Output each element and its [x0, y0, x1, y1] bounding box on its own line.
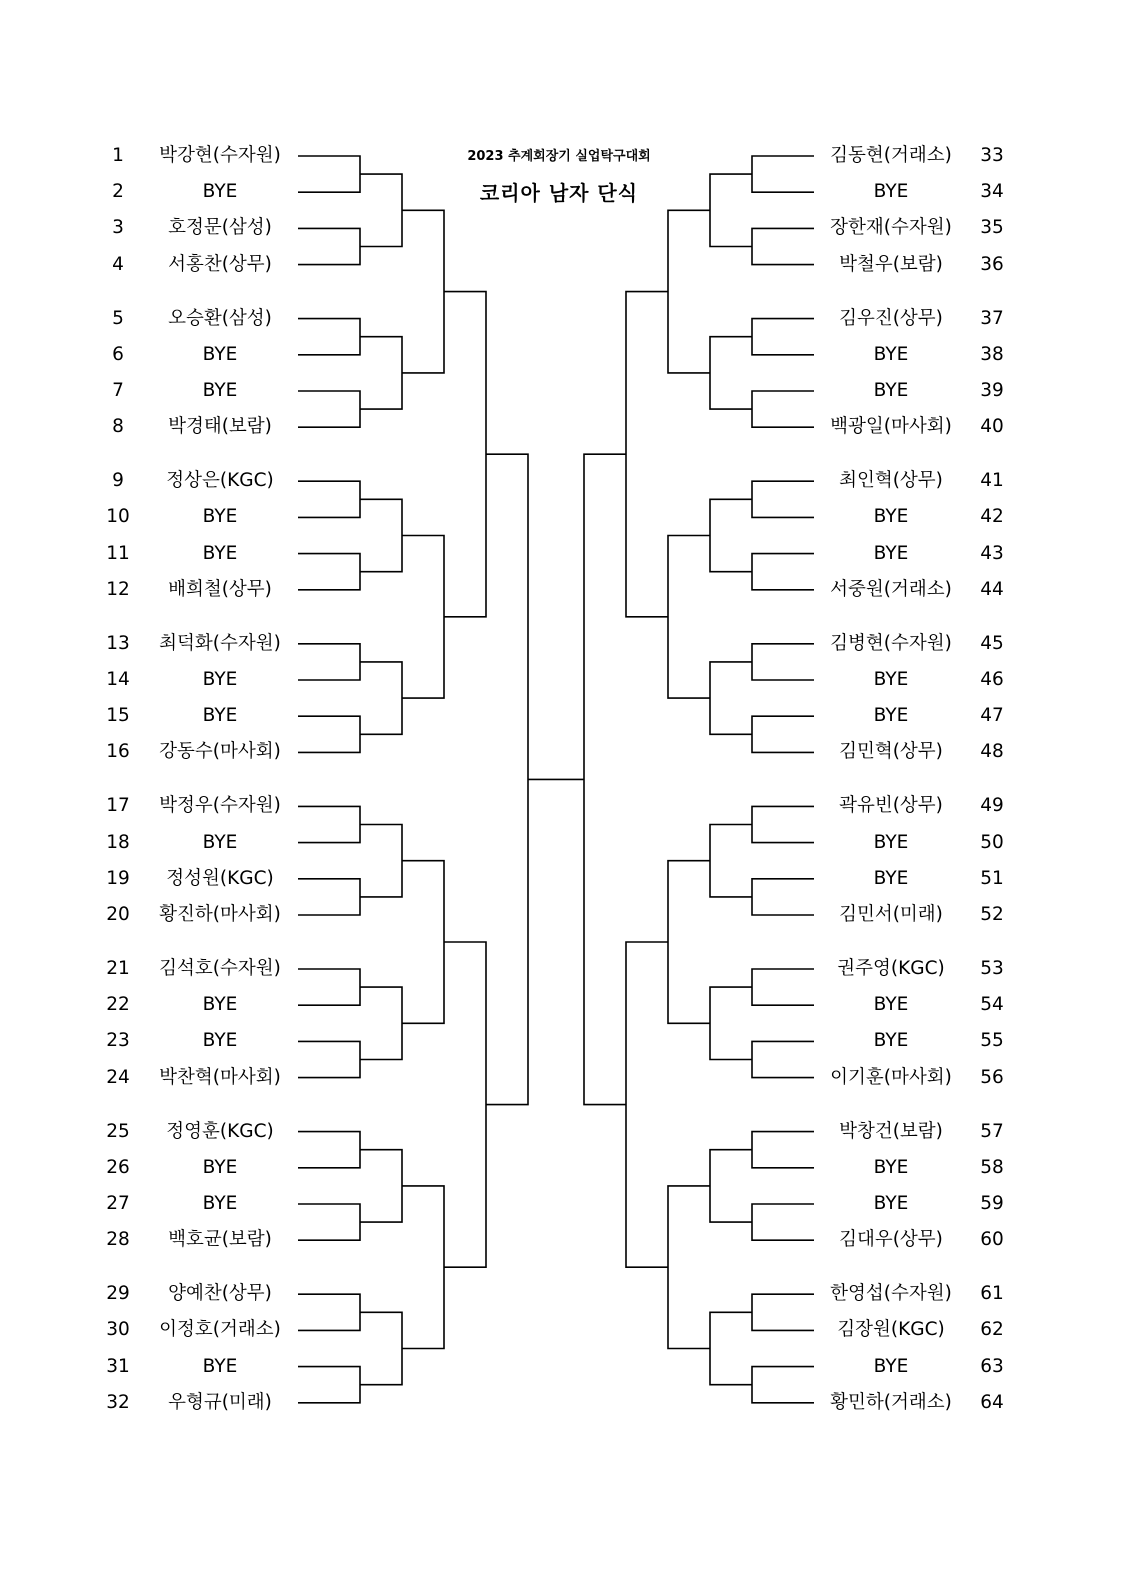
- player-name: 박강현(수자원): [159, 145, 281, 166]
- seed-number: 25: [106, 1120, 130, 1142]
- right-match-connector: [752, 156, 814, 192]
- seed-number: 1: [112, 145, 124, 166]
- seed-number: 4: [112, 253, 124, 275]
- seed-number: 50: [980, 831, 1004, 853]
- player-name: 이정호(거래소): [159, 1319, 281, 1341]
- left-match-connector: [298, 481, 360, 517]
- seed-number: 47: [980, 705, 1004, 727]
- seed-number: 7: [112, 380, 124, 401]
- player-name: BYE: [202, 1156, 238, 1178]
- seed-number: 54: [980, 994, 1004, 1016]
- right-match-connector: [752, 806, 814, 842]
- seed-number: 39: [980, 380, 1004, 401]
- left-match-connector: [298, 228, 360, 264]
- player-name: BYE: [202, 1355, 238, 1377]
- seed-number: 48: [980, 741, 1004, 763]
- seed-number: 36: [980, 253, 1004, 275]
- right-match-connector: [668, 210, 710, 373]
- player-name: 김동현(거래소): [830, 145, 952, 166]
- right-match-connector: [752, 1294, 814, 1330]
- player-name: BYE: [202, 380, 238, 401]
- right-match-connector: [668, 861, 710, 1024]
- player-name: BYE: [873, 1156, 909, 1178]
- seed-number: 55: [980, 1030, 1004, 1052]
- seed-number: 38: [980, 343, 1004, 365]
- player-name: 황진하(마사회): [159, 904, 281, 925]
- seed-number: 14: [106, 669, 130, 690]
- player-name: 서중원(거래소): [830, 578, 952, 600]
- player-name: 김석호(수자원): [159, 958, 281, 979]
- seed-number: 22: [106, 994, 130, 1016]
- player-name: BYE: [873, 380, 909, 401]
- seed-number: 8: [112, 416, 124, 438]
- right-match-connector: [668, 536, 710, 699]
- right-match-connector: [752, 1204, 814, 1240]
- player-name: BYE: [873, 343, 909, 365]
- right-match-connector: [710, 987, 752, 1059]
- left-match-connector: [298, 1041, 360, 1077]
- left-match-connector: [298, 319, 360, 355]
- left-match-connector: [298, 644, 360, 680]
- left-match-connector: [402, 1186, 444, 1349]
- seed-number: 52: [980, 904, 1004, 925]
- seed-number: 6: [112, 343, 124, 365]
- player-name: BYE: [873, 1030, 909, 1052]
- seed-number: 35: [980, 217, 1004, 239]
- right-match-connector: [710, 662, 752, 734]
- seed-number: 15: [106, 705, 130, 727]
- seed-number: 51: [980, 867, 1004, 889]
- player-name: BYE: [873, 542, 909, 564]
- player-name: BYE: [202, 343, 238, 365]
- left-match-connector: [360, 662, 402, 734]
- left-match-connector: [298, 716, 360, 752]
- player-name: BYE: [202, 542, 238, 564]
- seed-number: 63: [980, 1355, 1004, 1377]
- player-name: BYE: [202, 506, 238, 528]
- seed-number: 34: [980, 181, 1004, 203]
- seed-number: 40: [980, 416, 1004, 438]
- left-match-connector: [444, 292, 486, 617]
- seed-number: 53: [980, 958, 1004, 979]
- seed-number: 31: [106, 1355, 130, 1377]
- left-match-connector: [298, 969, 360, 1005]
- player-name: 정영훈(KGC): [166, 1120, 274, 1142]
- player-name: 곽유빈(상무): [839, 795, 943, 817]
- seed-number: 30: [106, 1319, 130, 1341]
- right-match-connector: [710, 1150, 752, 1222]
- right-match-connector: [710, 1312, 752, 1384]
- player-name: 박찬혁(마사회): [159, 1066, 281, 1088]
- player-name: 백광일(마사회): [830, 416, 952, 438]
- right-match-connector: [752, 879, 814, 915]
- seed-number: 62: [980, 1319, 1004, 1341]
- player-name: 박정우(수자원): [159, 795, 281, 817]
- seed-number: 18: [106, 831, 130, 853]
- seed-number: 46: [980, 669, 1004, 690]
- left-match-connector: [298, 879, 360, 915]
- player-name: 박철우(보람): [839, 253, 943, 275]
- player-name: BYE: [202, 669, 238, 690]
- left-match-connector: [444, 942, 486, 1267]
- player-name: BYE: [873, 705, 909, 727]
- left-match-connector: [298, 391, 360, 427]
- left-match-connector: [298, 806, 360, 842]
- right-match-connector: [752, 1367, 814, 1403]
- right-match-connector: [752, 554, 814, 590]
- seed-number: 26: [106, 1156, 130, 1178]
- right-match-connector: [710, 337, 752, 409]
- right-match-connector: [752, 644, 814, 680]
- seed-number: 59: [980, 1193, 1004, 1214]
- seed-number: 9: [112, 470, 124, 492]
- right-match-connector: [752, 391, 814, 427]
- player-name: BYE: [202, 705, 238, 727]
- seed-number: 2: [112, 181, 124, 203]
- player-name: 황민하(거래소): [830, 1391, 952, 1413]
- left-match-connector: [360, 499, 402, 571]
- left-match-connector: [360, 1150, 402, 1222]
- left-match-connector: [360, 1312, 402, 1384]
- seed-number: 19: [106, 867, 130, 889]
- seed-number: 28: [106, 1229, 130, 1251]
- player-name: BYE: [202, 994, 238, 1016]
- player-name: 김민서(미래): [839, 904, 943, 925]
- player-name: 우형규(미래): [168, 1391, 272, 1413]
- tournament-subtitle: 2023 추계회장기 실업탁구대회: [467, 149, 651, 164]
- seed-number: 44: [980, 578, 1004, 600]
- right-match-connector: [752, 228, 814, 264]
- left-match-connector: [402, 861, 444, 1024]
- seed-number: 29: [106, 1283, 130, 1305]
- seed-number: 58: [980, 1156, 1004, 1178]
- right-match-connector: [710, 499, 752, 571]
- player-name: BYE: [202, 831, 238, 853]
- event-title: 코리아 남자 단식: [479, 181, 639, 205]
- player-name: 박경태(보람): [168, 416, 272, 438]
- player-name: 이기훈(마사회): [830, 1066, 952, 1088]
- player-name: BYE: [873, 867, 909, 889]
- left-match-connector: [298, 554, 360, 590]
- player-name: BYE: [202, 181, 238, 203]
- right-match-connector: [752, 969, 814, 1005]
- right-match-connector: [626, 942, 668, 1267]
- left-match-connector: [360, 825, 402, 897]
- player-name: 한영섭(수자원): [830, 1283, 952, 1305]
- seed-number: 27: [106, 1193, 130, 1214]
- seed-number: 10: [106, 506, 130, 528]
- player-name: 강동수(마사회): [159, 741, 281, 763]
- seed-number: 20: [106, 904, 130, 925]
- player-name: 김대우(상무): [839, 1229, 943, 1251]
- player-name: 김우진(상무): [839, 307, 943, 329]
- seed-number: 41: [980, 470, 1004, 492]
- seed-number: 5: [112, 307, 124, 329]
- left-match-connector: [298, 1294, 360, 1330]
- player-name: 박창건(보람): [839, 1120, 943, 1142]
- right-match-connector: [752, 1132, 814, 1168]
- player-name: 배희철(상무): [168, 578, 272, 600]
- seed-number: 42: [980, 506, 1004, 528]
- right-match-connector: [752, 1041, 814, 1077]
- right-match-connector: [668, 1186, 710, 1349]
- player-name: 김장원(KGC): [837, 1319, 945, 1341]
- seed-number: 56: [980, 1066, 1004, 1088]
- seed-number: 45: [980, 632, 1004, 654]
- player-name: BYE: [202, 1030, 238, 1052]
- seed-number: 61: [980, 1283, 1004, 1305]
- left-match-connector: [298, 1132, 360, 1168]
- left-match-connector: [298, 156, 360, 192]
- left-match-connector: [298, 1367, 360, 1403]
- left-match-connector: [402, 210, 444, 373]
- seed-number: 12: [106, 578, 130, 600]
- player-name: 호정문(삼성): [168, 217, 272, 239]
- player-name: BYE: [873, 994, 909, 1016]
- right-match-connector: [710, 825, 752, 897]
- seed-number: 16: [106, 741, 130, 763]
- player-name: 최덕화(수자원): [159, 632, 281, 654]
- player-name: 정성원(KGC): [166, 867, 274, 889]
- right-match-connector: [752, 319, 814, 355]
- player-name: 김병현(수자원): [830, 632, 952, 654]
- seed-number: 32: [106, 1391, 130, 1413]
- seed-number: 33: [980, 145, 1004, 166]
- player-name: BYE: [873, 831, 909, 853]
- right-match-connector: [752, 481, 814, 517]
- player-name: BYE: [873, 506, 909, 528]
- right-match-connector: [626, 292, 668, 617]
- seed-number: 11: [106, 542, 130, 564]
- player-name: 권주영(KGC): [837, 958, 945, 979]
- player-name: BYE: [202, 1193, 238, 1214]
- right-match-connector: [710, 174, 752, 246]
- seed-number: 23: [106, 1030, 130, 1052]
- seed-number: 43: [980, 542, 1004, 564]
- player-name: 김민혁(상무): [839, 741, 943, 763]
- seed-number: 21: [106, 958, 130, 979]
- left-match-connector: [360, 337, 402, 409]
- seed-number: 37: [980, 307, 1004, 329]
- player-name: 백호균(보람): [168, 1229, 272, 1251]
- player-name: BYE: [873, 1193, 909, 1214]
- player-name: 최인혁(상무): [839, 470, 943, 492]
- player-name: 양예찬(상무): [168, 1283, 272, 1305]
- left-match-connector: [360, 174, 402, 246]
- seed-number: 49: [980, 795, 1004, 817]
- player-name: BYE: [873, 1355, 909, 1377]
- player-name: 오승환(삼성): [168, 307, 272, 329]
- right-match-connector: [752, 716, 814, 752]
- player-name: 정상은(KGC): [166, 470, 274, 492]
- seed-number: 57: [980, 1120, 1004, 1142]
- player-name: BYE: [873, 669, 909, 690]
- seed-number: 60: [980, 1229, 1004, 1251]
- seed-number: 3: [112, 217, 124, 239]
- seed-number: 17: [106, 795, 130, 817]
- player-name: BYE: [873, 181, 909, 203]
- left-match-connector: [486, 454, 528, 1104]
- left-match-connector: [402, 536, 444, 699]
- seed-number: 13: [106, 632, 130, 654]
- left-match-connector: [360, 987, 402, 1059]
- left-match-connector: [298, 1204, 360, 1240]
- seed-number: 24: [106, 1066, 130, 1088]
- player-name: 장한재(수자원): [830, 217, 952, 239]
- seed-number: 64: [980, 1391, 1004, 1413]
- right-match-connector: [584, 454, 626, 1104]
- player-name: 서홍찬(상무): [168, 253, 272, 275]
